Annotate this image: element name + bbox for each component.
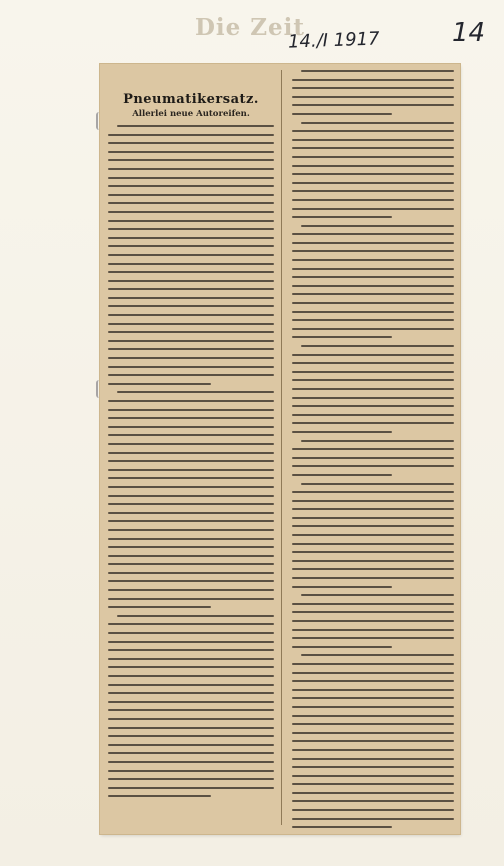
body-text-line — [108, 245, 274, 247]
body-text-line — [301, 440, 454, 442]
body-text-line — [292, 79, 454, 81]
body-text-line — [108, 134, 274, 136]
body-text-line — [292, 491, 454, 493]
article-body-right — [292, 70, 454, 828]
body-text-line — [108, 417, 274, 419]
body-text-line — [108, 452, 274, 454]
body-text-line — [292, 826, 392, 828]
body-text-line — [292, 775, 454, 777]
body-text-line — [292, 87, 454, 89]
body-text-line — [108, 486, 274, 488]
body-text-line — [292, 474, 392, 476]
body-text-line — [108, 555, 274, 557]
body-text-line — [108, 469, 274, 471]
body-text-line — [108, 744, 274, 746]
body-text-line — [292, 328, 454, 330]
body-text-line — [108, 623, 274, 625]
body-text-line — [292, 285, 454, 287]
body-text-line — [108, 168, 274, 170]
body-text-line — [108, 305, 274, 307]
body-text-line — [292, 706, 454, 708]
body-text-line — [292, 792, 454, 794]
body-text-line — [292, 766, 454, 768]
body-text-line — [108, 580, 274, 582]
body-text-line — [292, 165, 454, 167]
body-text-line — [292, 190, 454, 192]
body-text-line — [292, 250, 454, 252]
body-text-line — [292, 646, 392, 648]
body-text-line — [292, 104, 454, 106]
body-text-line — [292, 414, 454, 416]
body-text-line — [108, 366, 274, 368]
body-text-line — [108, 314, 274, 316]
body-text-line — [108, 589, 274, 591]
body-text-line — [292, 113, 392, 115]
body-text-line — [292, 182, 454, 184]
body-text-line — [108, 220, 274, 222]
body-text-line — [108, 323, 274, 325]
body-text-line — [301, 122, 454, 124]
body-text-line — [292, 680, 454, 682]
body-text-line — [108, 374, 274, 376]
body-text-line — [108, 795, 211, 797]
body-text-line — [108, 701, 274, 703]
body-text-line — [292, 199, 454, 201]
body-text-line — [301, 70, 454, 72]
body-text-line — [108, 331, 274, 333]
article-headline: Pneumatikersatz. — [123, 92, 259, 107]
body-text-line — [108, 778, 274, 780]
body-text-line — [292, 620, 454, 622]
body-text-line — [292, 302, 454, 304]
body-text-line — [108, 434, 274, 436]
body-text-line — [292, 611, 454, 613]
body-text-line — [292, 818, 454, 820]
body-text-line — [108, 606, 211, 608]
body-text-line — [292, 534, 454, 536]
body-text-line — [108, 288, 274, 290]
body-text-line — [292, 577, 454, 579]
body-text-line — [292, 809, 454, 811]
body-text-line — [292, 689, 454, 691]
body-text-line — [108, 237, 274, 239]
body-text-line — [108, 185, 274, 187]
body-text-line — [108, 409, 274, 411]
body-text-line — [292, 603, 454, 605]
body-text-line — [108, 761, 274, 763]
body-text-line — [117, 125, 274, 127]
body-text-line — [292, 405, 454, 407]
body-text-line — [292, 96, 454, 98]
body-text-line — [292, 156, 454, 158]
body-text-line — [292, 637, 454, 639]
body-text-line — [108, 752, 274, 754]
article-subheadline: Allerlei neue Autoreifen. — [132, 109, 250, 119]
body-text-line — [292, 663, 454, 665]
body-text-line — [292, 293, 454, 295]
body-text-line — [292, 431, 392, 433]
body-text-line — [108, 727, 274, 729]
body-text-line — [108, 495, 274, 497]
body-text-line — [292, 783, 454, 785]
body-text-line — [108, 538, 274, 540]
body-text-line — [108, 263, 274, 265]
column-divider — [281, 70, 282, 825]
body-text-line — [108, 658, 274, 660]
body-text-line — [108, 632, 274, 634]
body-text-line — [292, 448, 454, 450]
body-text-line — [108, 177, 274, 179]
body-text-line — [108, 228, 274, 230]
newspaper-clipping — [100, 64, 460, 834]
body-text-line — [108, 709, 274, 711]
body-text-line — [108, 512, 274, 514]
body-text-line — [108, 572, 274, 574]
body-text-line — [108, 254, 274, 256]
body-text-line — [108, 563, 274, 565]
body-text-line — [108, 348, 274, 350]
body-text-line — [108, 666, 274, 668]
body-text-line — [108, 649, 274, 651]
handwritten-date: 14./I 1917 — [287, 28, 380, 53]
body-text-line — [108, 546, 274, 548]
body-text-line — [292, 208, 454, 210]
body-text-line — [292, 715, 454, 717]
body-text-line — [108, 426, 274, 428]
body-text-line — [292, 749, 454, 751]
body-text-line — [301, 225, 454, 227]
body-text-line — [292, 551, 454, 553]
body-text-line — [108, 520, 274, 522]
newspaper-masthead: Die Zeit — [194, 14, 306, 41]
body-text-line — [108, 297, 274, 299]
body-text-line — [292, 422, 454, 424]
body-text-line — [108, 460, 274, 462]
body-text-line — [108, 718, 274, 720]
body-text-line — [292, 268, 454, 270]
body-text-line — [108, 529, 274, 531]
body-text-line — [292, 800, 454, 802]
body-text-line — [292, 560, 454, 562]
body-text-line — [301, 483, 454, 485]
body-text-line — [108, 684, 274, 686]
body-text-line — [108, 735, 274, 737]
body-text-line — [292, 672, 454, 674]
body-text-line — [292, 465, 454, 467]
body-text-line — [292, 388, 454, 390]
body-text-line — [108, 770, 274, 772]
body-text-line — [292, 508, 454, 510]
body-text-line — [108, 357, 274, 359]
body-text-line — [108, 280, 274, 282]
body-text-line — [292, 311, 454, 313]
body-text-line — [292, 130, 454, 132]
body-text-line — [108, 598, 274, 600]
body-text-line — [108, 675, 274, 677]
body-text-line — [108, 443, 274, 445]
body-text-line — [292, 173, 454, 175]
body-text-line — [108, 211, 274, 213]
body-text-line — [292, 500, 454, 502]
body-text-line — [292, 517, 454, 519]
body-text-line — [117, 391, 274, 393]
body-text-line — [108, 400, 274, 402]
article-body-left — [108, 125, 274, 797]
body-text-line — [292, 586, 392, 588]
body-text-line — [292, 397, 454, 399]
body-text-line — [292, 457, 454, 459]
body-text-line — [292, 568, 454, 570]
body-text-line — [108, 271, 274, 273]
body-text-line — [108, 503, 274, 505]
body-text-line — [108, 151, 274, 153]
body-text-line — [108, 692, 274, 694]
body-text-line — [292, 371, 454, 373]
body-text-line — [292, 525, 454, 527]
body-text-line — [108, 159, 274, 161]
body-text-line — [108, 202, 274, 204]
body-text-line — [301, 654, 454, 656]
body-text-line — [108, 477, 274, 479]
body-text-line — [292, 732, 454, 734]
handwritten-page-number: 14 — [452, 18, 486, 48]
body-text-line — [292, 723, 454, 725]
body-text-line — [117, 615, 274, 617]
body-text-line — [292, 276, 454, 278]
body-text-line — [108, 787, 274, 789]
body-text-line — [292, 319, 454, 321]
body-text-line — [292, 147, 454, 149]
body-text-line — [108, 194, 274, 196]
body-text-line — [292, 259, 454, 261]
article-column-right — [284, 64, 460, 834]
body-text-line — [292, 629, 454, 631]
body-text-line — [292, 758, 454, 760]
body-text-line — [292, 354, 454, 356]
body-text-line — [292, 242, 454, 244]
body-text-line — [292, 233, 454, 235]
body-text-line — [292, 697, 454, 699]
body-text-line — [292, 362, 454, 364]
body-text-line — [292, 740, 454, 742]
body-text-line — [108, 142, 274, 144]
body-text-line — [292, 139, 454, 141]
body-text-line — [292, 216, 392, 218]
body-text-line — [292, 543, 454, 545]
body-text-line — [301, 594, 454, 596]
body-text-line — [108, 383, 211, 385]
body-text-line — [301, 345, 454, 347]
article-column-left — [100, 64, 280, 834]
body-text-line — [108, 641, 274, 643]
body-text-line — [292, 379, 454, 381]
body-text-line — [292, 336, 392, 338]
body-text-line — [108, 340, 274, 342]
